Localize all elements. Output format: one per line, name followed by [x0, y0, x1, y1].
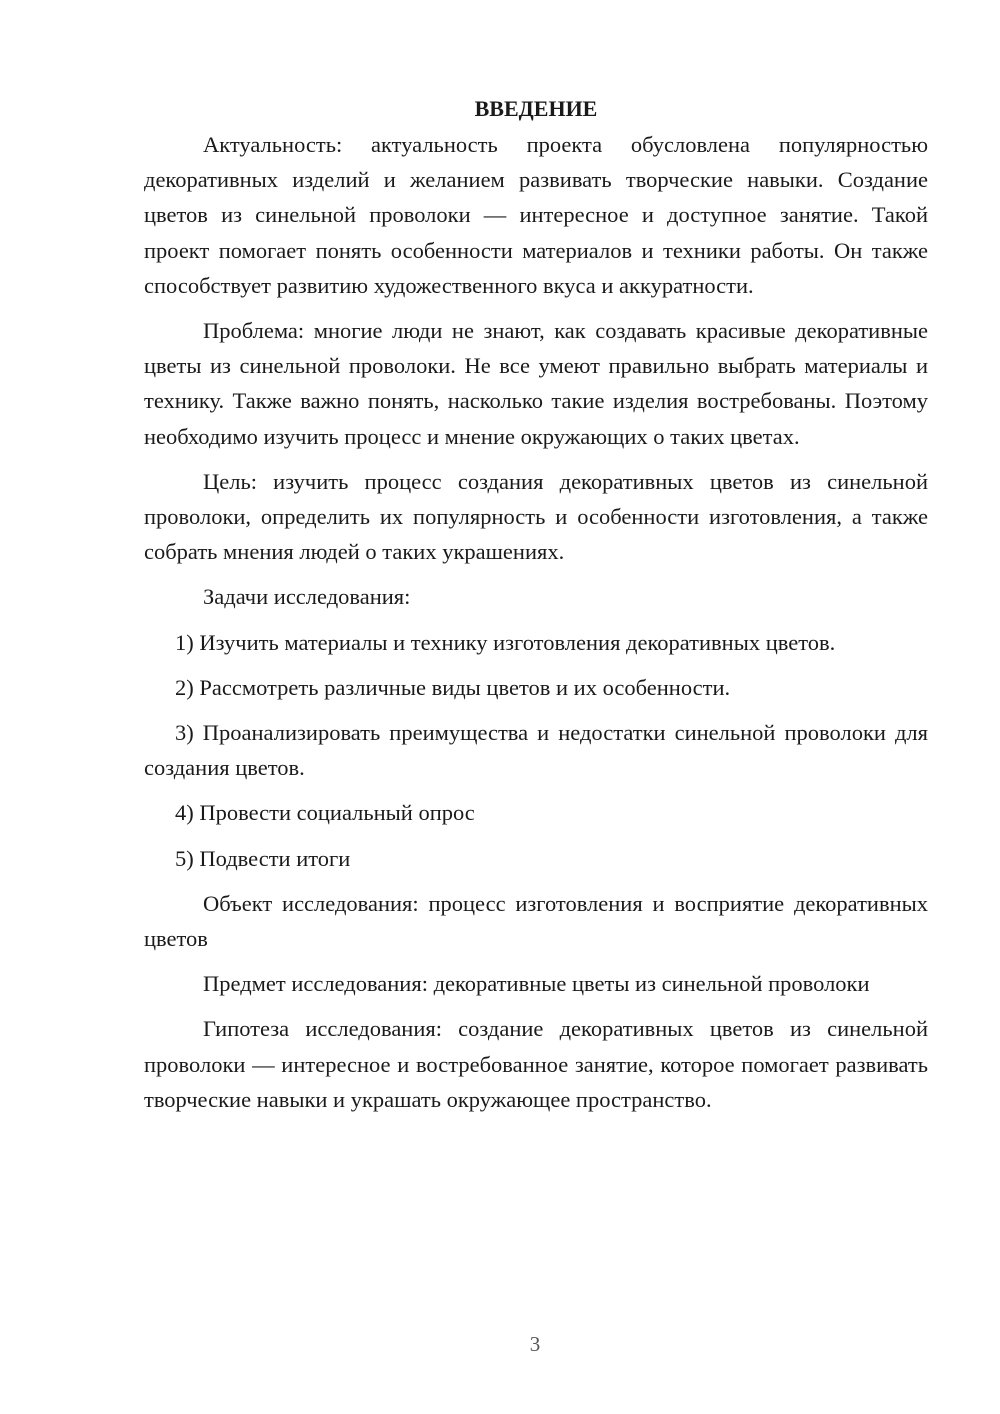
task-item-3: 3) Проанализировать преимущества и недостатки синельной проволоки для создания цветов. — [144, 720, 928, 781]
hypothesis-paragraph: Гипотеза исследования: создание декоративных цветов из синельной проволоки — интересное и востребованное занятие, которое помогает развивать творческие навыки и украшать окружающее пространство. — [144, 1016, 928, 1112]
section-title: ВВЕДЕНИЕ — [474, 96, 598, 121]
goal-paragraph: Цель: изучить процесс создания декоративных цветов из синельной проволоки, определить их популярность и особенности изготовления, а также собрать мнения людей о таких украшениях. — [144, 468, 928, 565]
subject-paragraph: Предмет исследования: декоративные цветы из синельной проволоки — [203, 971, 870, 997]
problem-paragraph: Проблема: многие люди не знают, как создавать красивые декоративные цветы из синельной проволоки. Не все умеют правильно выбрать материалы и технику. Также важно понять, насколько такие изделия востребованы. Поэтому необходимо изучить процесс и мнение окружающих о таких цветах. — [144, 318, 928, 449]
tasks-heading: Задачи исследования: — [203, 584, 411, 610]
task-item-5: 5) Подвести итоги — [175, 845, 351, 871]
task-item-2: 2) Рассмотреть различные виды цветов и их особенности. — [175, 674, 731, 700]
page-number: 3 — [529, 1332, 541, 1356]
document-page — [144, 92, 928, 1127]
task-item-4: 4) Провести социальный опрос — [175, 800, 475, 826]
relevance-paragraph: Актуальность: актуальность проекта обусловлена популярностью декоративных изделий и желанием развивать творческие навыки. Создание цветов из синельной проволоки — интересное и доступное занятие. Такой проект помогает понять особенности материалов и техники работы. Он также способствует развитию художественного вкуса и аккуратности. — [144, 132, 928, 298]
object-paragraph: Объект исследования: процесс изготовления и восприятие декоративных цветов — [144, 890, 928, 952]
task-item-1: 1) Изучить материалы и технику изготовления декоративных цветов. — [175, 629, 836, 655]
